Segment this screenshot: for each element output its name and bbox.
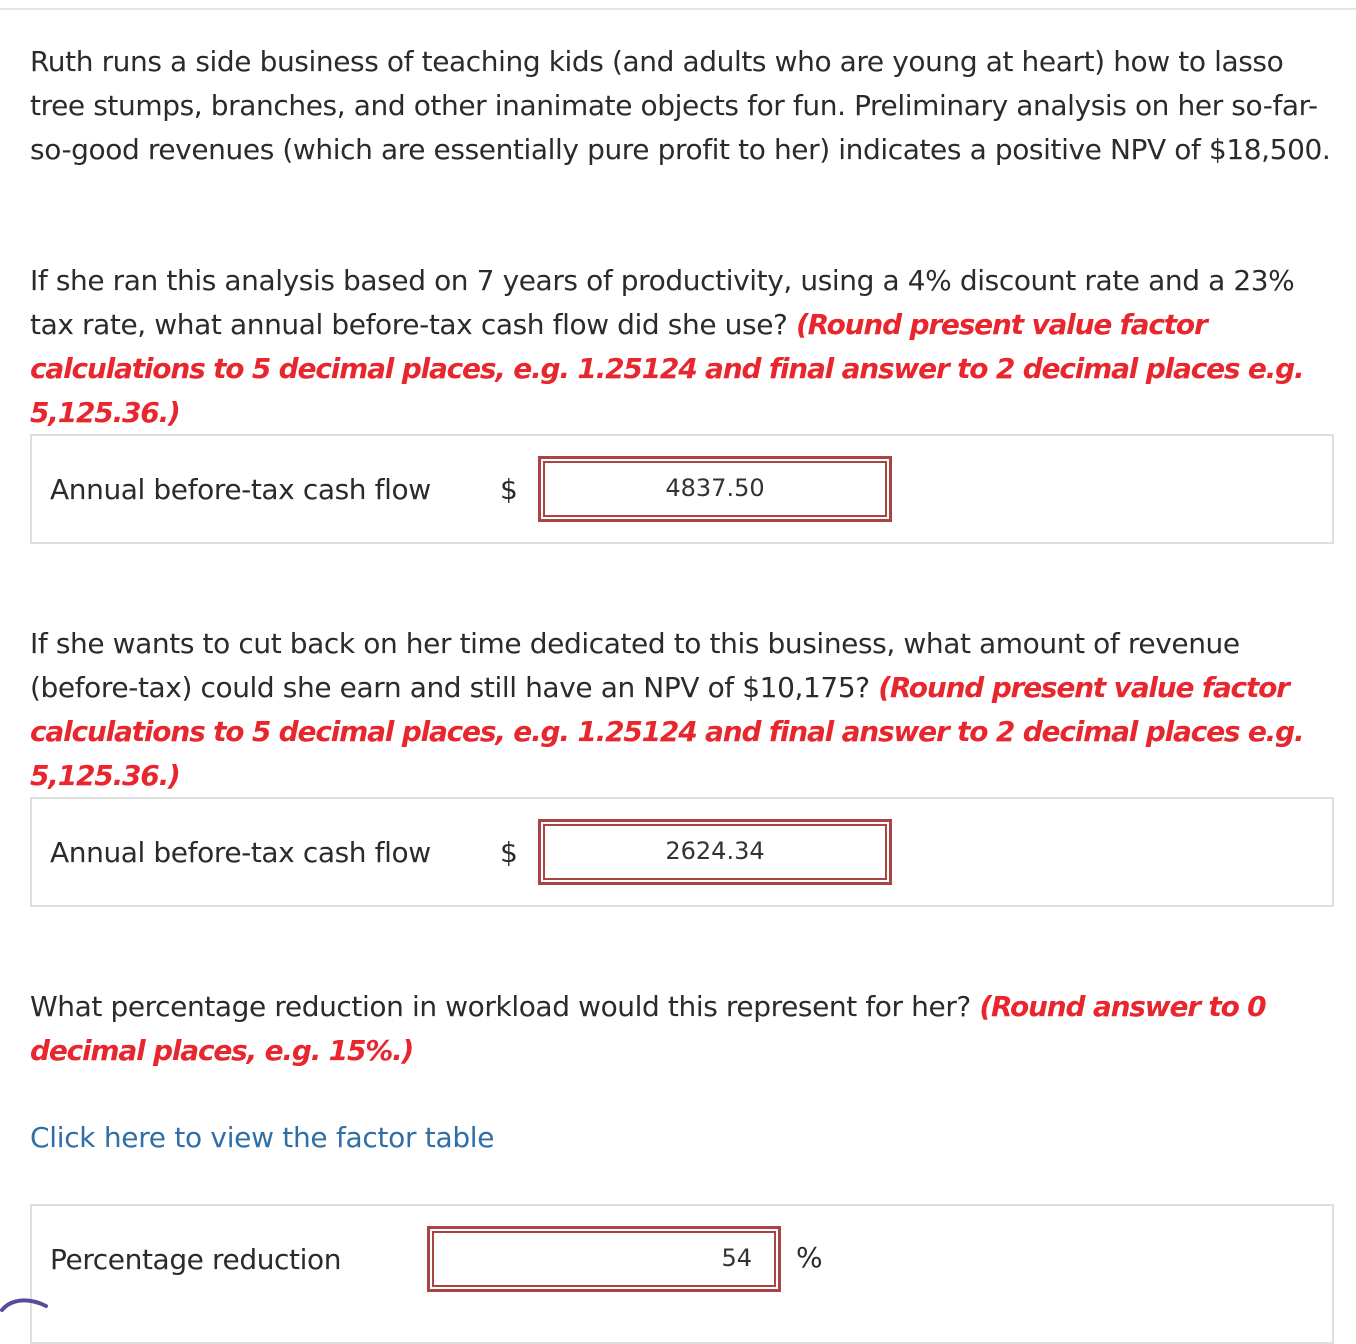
factor-table-link[interactable]: Click here to view the factor table [30, 1121, 495, 1154]
answer1-row [30, 434, 1334, 544]
answer3-label: Percentage reduction [50, 1243, 342, 1276]
question-part3: What percentage reduction in workload would this represent for her? (Round answer to 0 decimal places, e.g. 15%.) [30, 990, 1266, 1067]
answer1-value[interactable]: 4837.50 [543, 461, 887, 517]
answer1-input[interactable] [538, 456, 892, 522]
answer3-value[interactable]: 54 [432, 1231, 776, 1287]
answer3-input[interactable] [427, 1226, 781, 1292]
question-part1: If she ran this analysis based on 7 years of productivity, using a 4% discount rate and a 23% tax rate, what annual before-tax cash flow did she use? (Round present value factor calculations to 5 decimal places, e.g. 1.25124 and final answer to 2 decimal places e.g. 5,125.36.) [30, 264, 1304, 429]
answer2-row [30, 797, 1334, 907]
answer2-input[interactable] [538, 819, 892, 885]
answer3-row [30, 1204, 1334, 1344]
part3-instruction: (Round answer to 0 decimal places, e.g. 15%.) [30, 990, 1266, 1067]
answer2-label: Annual before-tax cash flow [50, 836, 431, 869]
answer1-label: Annual before-tax cash flow [50, 473, 431, 506]
question-intro: Ruth runs a side business of teaching kids (and adults who are young at heart) how to lasso tree stumps, branches, and other inanimate objects for fun. Preliminary analysis on her so-far-so-good revenues (which are essentially pure profit to her) indicates a positive NPV of $18,500. [30, 45, 1331, 166]
top-divider [0, 0, 1356, 10]
answer2-value[interactable]: 2624.34 [543, 824, 887, 880]
answer1-currency: $ [500, 473, 518, 506]
part1-instruction: (Round present value factor calculations to 5 decimal places, e.g. 1.25124 and final answer to 2 decimal places e.g. 5,125.36.) [30, 308, 1304, 429]
question-part2: If she wants to cut back on her time dedicated to this business, what amount of revenue (before-tax) could she earn and still have an NPV of $10,175? (Round present value factor calculations to 5 decimal places, e.g. 1.25124 and final answer to 2 decimal places e.g. 5,125.36.) [30, 627, 1304, 792]
answer2-currency: $ [500, 836, 518, 869]
part2-instruction: (Round present value factor calculations to 5 decimal places, e.g. 1.25124 and final answer to 2 decimal places e.g. 5,125.36.) [30, 671, 1304, 792]
cursor-icon [0, 1280, 50, 1320]
percent-unit: % [796, 1241, 823, 1274]
